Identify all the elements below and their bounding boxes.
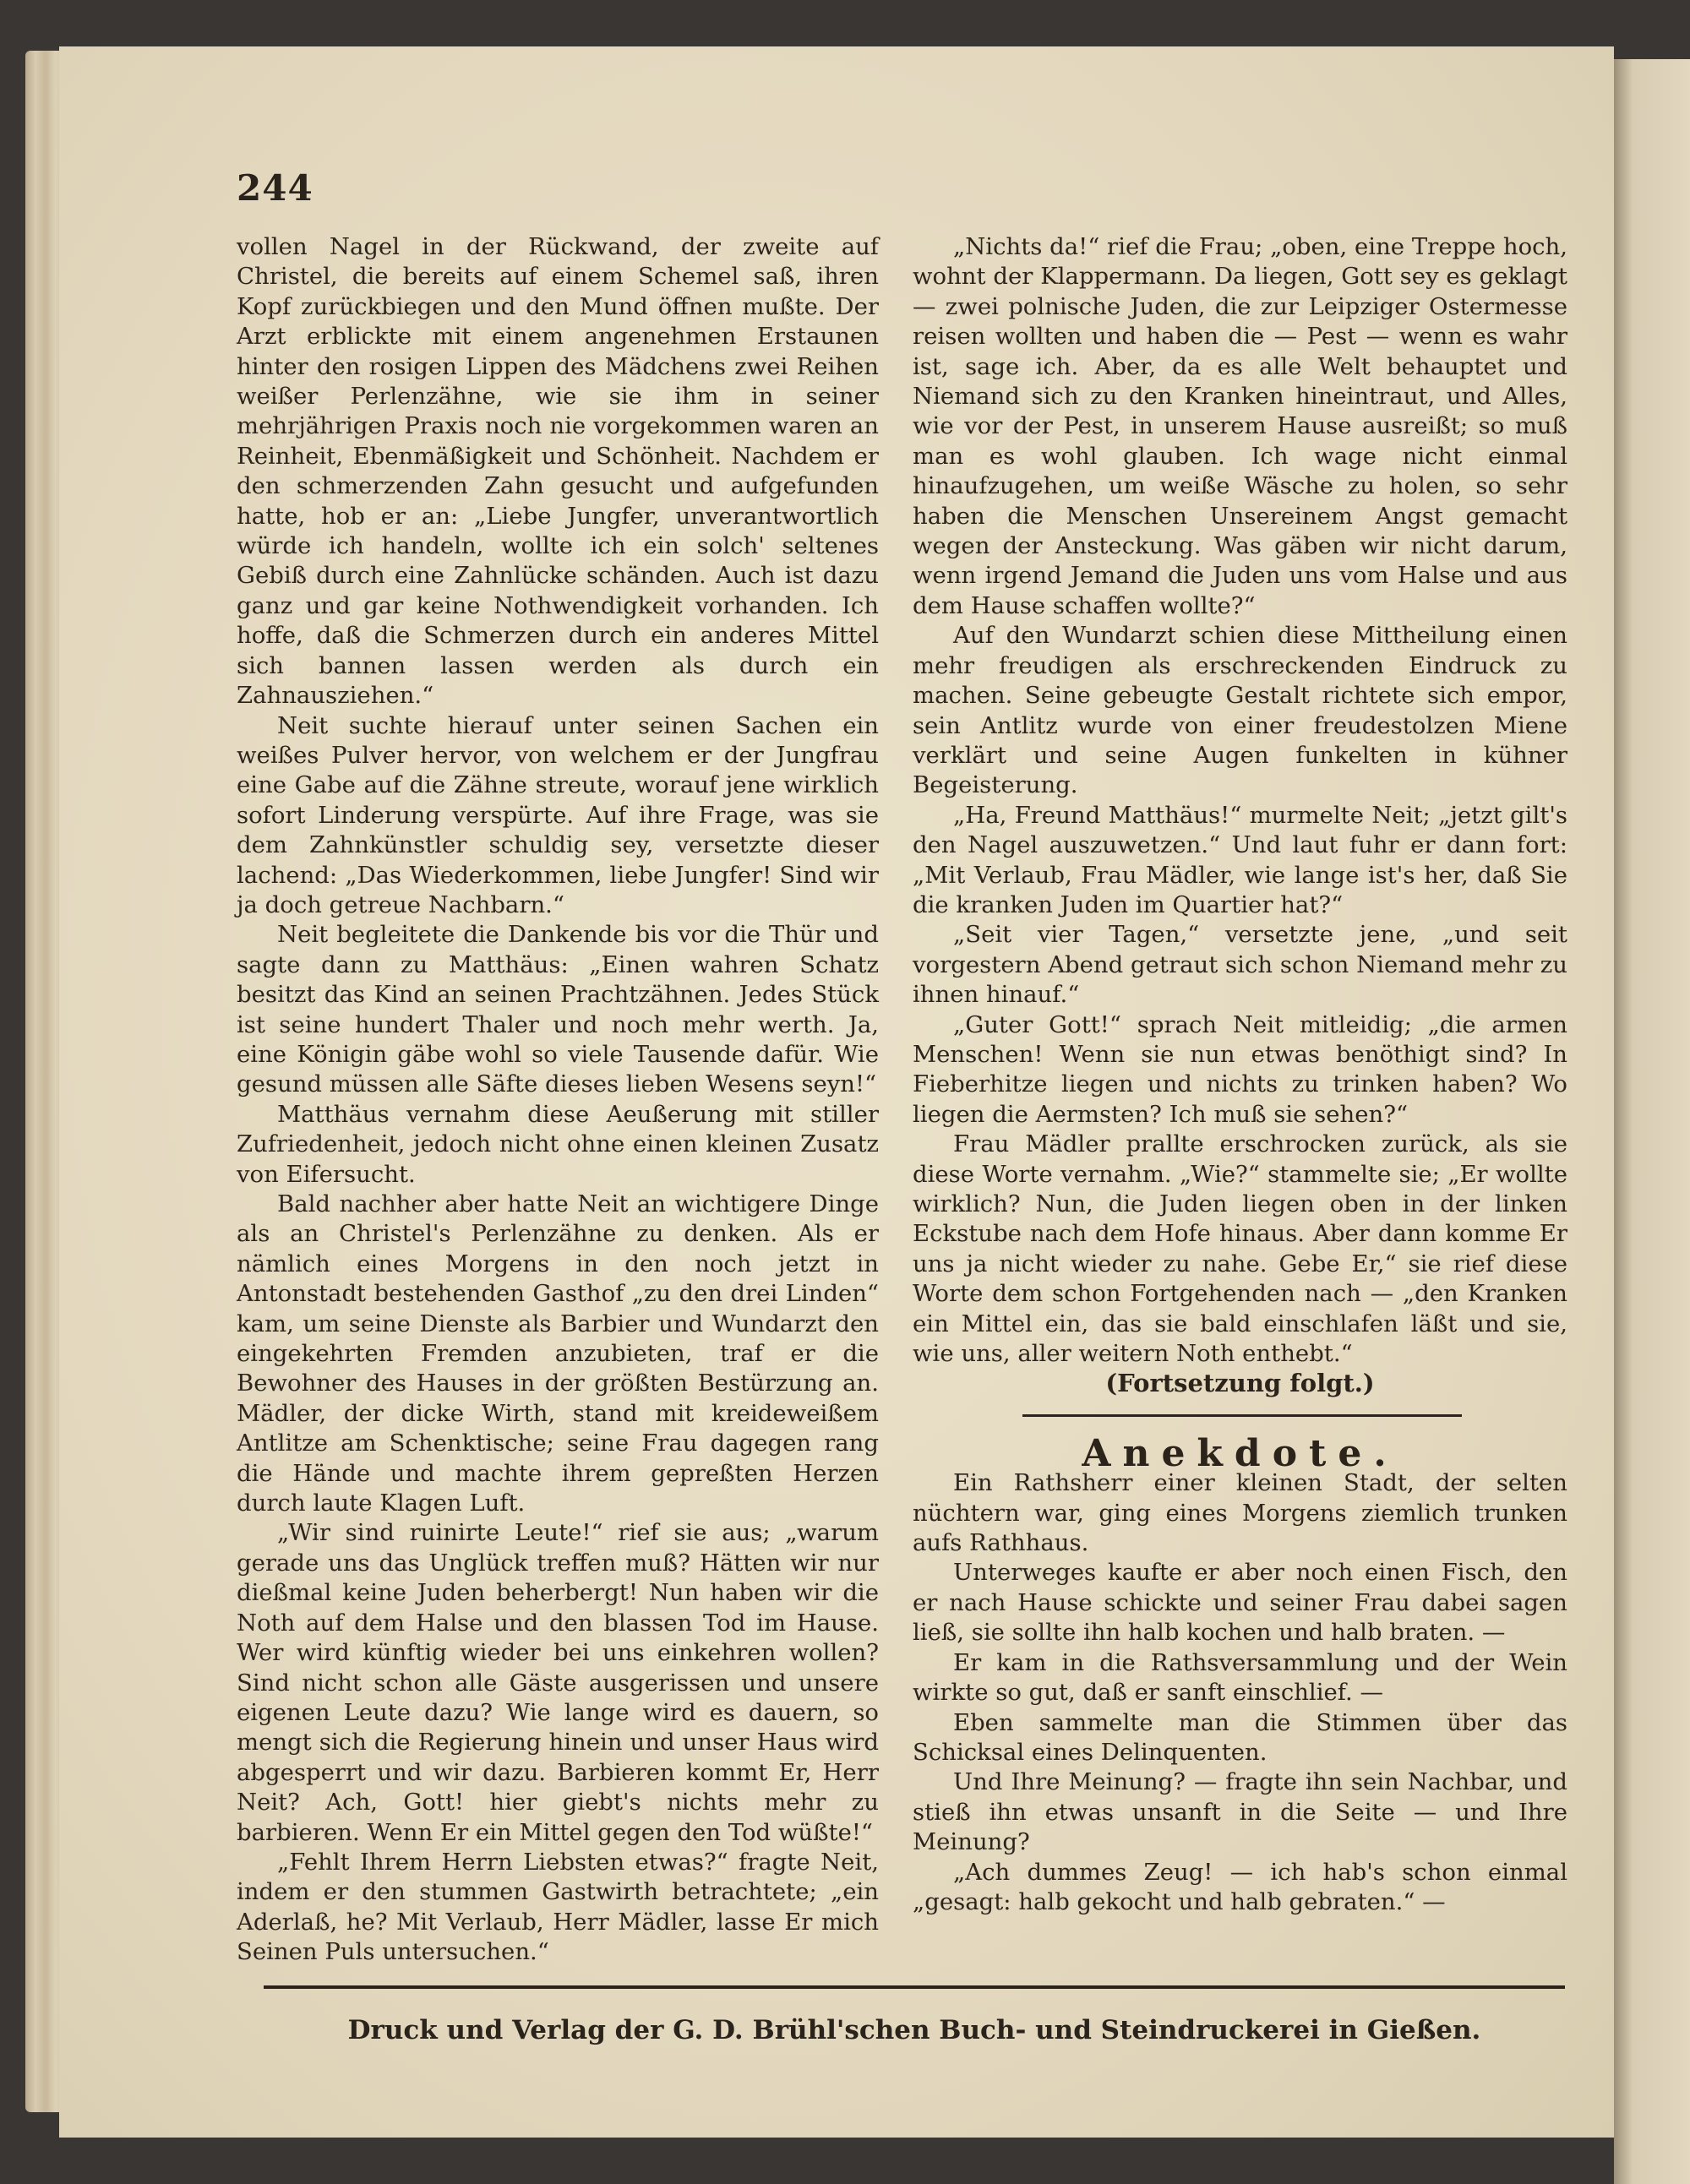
paragraph: vollen Nagel in der Rückwand, der zweite auf Christel, die bereits auf einem Schemel saß, ihren Kopf zurückbiegen und den Mund öffnen mußte. Der Arzt erblickte mit einem angenehmen Erstaunen hinter den rosigen Lippen des Mädchens zwei Reihen weißer Perlenzähne, wie sie ihm in seiner mehrjährigen Praxis noch nie vorgekommen waren an Reinheit, Ebenmäßigkeit und Schönheit. Nachdem er den schmerzenden Zahn gesucht und aufgefunden hatte, hob er an: „Liebe Jungfer, unverantwortlich würde ich handeln, wollte ich ein solch' seltenes Gebiß durch eine Zahnlücke schänden. Auch ist dazu ganz und gar keine Nothwendigkeit vorhanden. Ich hoffe, daß die Schmerzen durch ein anderes Mittel sich bannen lassen werden als durch ein Zahnausziehen.“ bbox=[237, 233, 879, 710]
anecdote-paragraph: Ein Rathsherr einer kleinen Stadt, der selten nüchtern war, ging eines Morgens ziemlich trunken aufs Rathhaus. bbox=[913, 1469, 1567, 1557]
left-column bbox=[237, 232, 879, 1968]
footer-rule bbox=[264, 1985, 1565, 1989]
paragraph: Matthäus vernahm diese Aeußerung mit stiller Zufriedenheit, jedoch nicht ohne einen kleinen Zusatz von Eifersucht. bbox=[237, 1100, 879, 1188]
anecdote-paragraph: „Ach dummes Zeug! — ich hab's schon einmal „gesagt: halb gekocht und halb gebraten.“ — bbox=[913, 1858, 1567, 1915]
paragraph: Neit suchte hierauf unter seinen Sachen ein weißes Pulver hervor, von welchem er der Jungfrau eine Gabe auf die Zähne streute, worauf jene wirklich sofort Linderung verspürte. Auf ihre Frage, was sie dem Zahnkünstler schuldig sey, versetzte dieser lachend: „Das Wiederkommen, liebe Jungfer! Sind wir ja doch getreue Nachbarn.“ bbox=[237, 711, 879, 918]
paragraph: „Ha, Freund Matthäus!“ murmelte Neit; „jetzt gilt's den Nagel auszuwetzen.“ Und laut fuhr er dann fort: „Mit Verlaub, Frau Mädler, wie lange ist's her, daß Sie die kranken Juden im Quartier hat?“ bbox=[913, 801, 1567, 918]
paragraph: „Nichts da!“ rief die Frau; „oben, eine Treppe hoch, wohnt der Klappermann. Da liegen, Gott sey es geklagt — zwei polnische Juden, die zur Leipziger Ostermesse reisen wollten und haben die — Pest — wenn es wahr ist, sage ich. Aber, da es alle Welt behauptet und Niemand sich zu den Kranken hineintraut, und Alles, wie vor der Pest, in unserem Hause ausreißt; so muß man es wohl glauben. Ich wage nicht einmal hinaufzugehen, um weiße Wäsche zu holen, so sehr haben die Menschen Unsereinem Angst gemacht wegen der Ansteckung. Was gäben wir nicht darum, wenn irgend Jemand die Juden uns vom Halse und aus dem Hause schaffen wollte?“ bbox=[913, 233, 1567, 619]
printer-imprint: Druck und Verlag der G. D. Brühl'schen Buch- und Steindruckerei in Gießen. bbox=[347, 2015, 1481, 2045]
paragraph: „Wir sind ruinirte Leute!“ rief sie aus; „warum gerade uns das Unglück treffen muß? Hätten wir nur dießmal keine Juden beherbergt! Nun haben wir die Noth auf dem Halse und den blassen Tod im Hause. Wer wird künftig wieder bei uns einkehren wollen? Sind nicht schon alle Gäste ausgerissen und unsere eigenen Leute dazu? Wie lange wird es dauern, so mengt sich die Regierung hinein und unser Haus wird abgesperrt und wir dazu. Barbieren kommt Er, Herr Neit? Ach, Gott! hier giebt's nichts mehr zu barbieren. Wenn Er ein Mittel gegen den Tod wüßte!“ bbox=[237, 1519, 879, 1846]
page-number: 244 bbox=[237, 167, 313, 209]
anecdote-title: Anekdote. bbox=[1082, 1431, 1398, 1475]
paragraph: Auf den Wundarzt schien diese Mittheilung einen mehr freudigen als erschreckenden Eindruck zu machen. Seine gebeugte Gestalt richtete sich empor, sein Antlitz wurde von einer freudestolzen Miene verklärt und seine Augen funkelten in kühner Begeisterung. bbox=[913, 622, 1567, 799]
paragraph: „Guter Gott!“ sprach Neit mitleidig; „die armen Menschen! Wenn sie nun etwas benöthigt sind? In Fieberhitze liegen und nichts zu trinken haben? Wo liegen die Aermsten? Ich muß sie sehen?“ bbox=[913, 1010, 1567, 1128]
paragraph: Frau Mädler prallte erschrocken zurück, als sie diese Worte vernahm. „Wie?“ stammelte sie; „Er wollte wirklich? Nun, die Juden liegen oben in der linken Eckstube nach dem Hofe hinaus. Aber dann komme Er uns ja nicht wieder zu nahe. Gebe Er,“ sie rief diese Worte dem schon Fortgehenden nach — „den Kranken ein Mittel ein, das sie bald einschlafen läßt und sie, wie uns, aller weitern Noth enthebt.“ bbox=[913, 1130, 1567, 1368]
anecdote-paragraph: Eben sammelte man die Stimmen über das Schicksal eines Delinquenten. bbox=[913, 1708, 1567, 1766]
paragraph: Bald nachher aber hatte Neit an wichtigere Dinge als an Christel's Perlenzähne zu denken. Als er nämlich eines Morgens in den noch jetzt in Antonstadt bestehenden Gasthof „zu den drei Linden“ kam, um seine Dienste als Barbier und Wundarzt den eingekehrten Fremden anzubieten, traf er die Bewohner des Hauses in der größten Bestürzung an. Mädler, der dicke Wirth, stand mit kreideweißem Antlitze am Schenktische; seine Frau dagegen rang die Hände und machte ihrem gepreßten Herzen durch laute Klagen Luft. bbox=[237, 1190, 879, 1517]
paragraph: „Fehlt Ihrem Herrn Liebsten etwas?“ fragte Neit, indem er den stummen Gastwirth betrachtete; „ein Aderlaß, he? Mit Verlaub, Herr Mädler, lasse Er mich Seinen Puls untersuchen.“ bbox=[237, 1848, 879, 1966]
anecdote-paragraph: Er kam in die Rathsversammlung und der Wein wirkte so gut, daß er sanft einschlief. — bbox=[913, 1648, 1567, 1707]
anecdote-paragraph: Und Ihre Meinung? — fragte ihn sein Nachbar, und stieß ihn etwas unsanft in die Seite — und Ihre Meinung? bbox=[913, 1768, 1567, 1856]
anecdote-paragraph: Unterweges kaufte er aber noch einen Fisch, den er nach Hause schickte und seiner Frau dabei sagen ließ, sie sollte ihn halb kochen und halb braten. — bbox=[913, 1559, 1567, 1647]
right-column bbox=[913, 232, 1567, 1917]
paragraph: „Seit vier Tagen,“ versetzte jene, „und seit vorgestern Abend getraut sich schon Niemand mehr zu ihnen hinauf.“ bbox=[913, 921, 1567, 1009]
section-divider bbox=[1022, 1414, 1462, 1417]
paragraph: Neit begleitete die Dankende bis vor die Thür und sagte dann zu Matthäus: „Einen wahren Schatz besitzt das Kind an seinen Prachtzähnen. Jedes Stück ist seine hundert Thaler und noch mehr werth. Ja, eine Königin gäbe wohl so viele Tausende dafür. Wie gesund müssen alle Säfte dieses lieben Wesens seyn!“ bbox=[237, 921, 879, 1098]
continued-note: (Fortsetzung folgt.) bbox=[1105, 1369, 1375, 1398]
facing-page-edge bbox=[1614, 59, 1690, 2184]
